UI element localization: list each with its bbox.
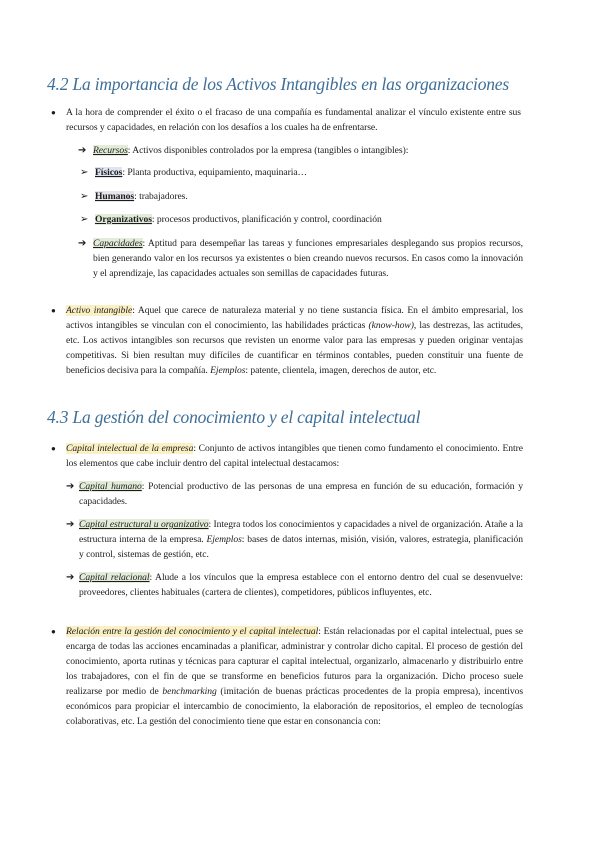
arrow-icon: ➔ [66, 481, 75, 492]
capacidades-item: Capacidades: Aptitud para desempeñar las tareas y funciones empresariales desplegando sus propios recursos, bien generando valor en los recursos ya existentes o bien creando nuevos recursos. En casos como la innovación y el aprendizaje, las capacidades actuales son semillas de capacidades futuras. [93, 238, 523, 279]
capital-estructural-term: Capital estructural u organizativo [79, 519, 209, 530]
chevron-right-icon: ➢ [80, 191, 89, 202]
arrow-icon: ➔ [66, 519, 75, 530]
relacion-paragraph: Relación entre la gestión del conocimiento y el capital intelectual: Están relacionadas por el capital intelectual, pues se encarga de todas las acciones encaminadas a planificar, administrar y controlar dicho capital. El proceso de gestión del conocimiento, aporta rutinas y técnicas para capturar el capital intelectual, organizarlo, almacenarlo y distribuirlo entre los trabajadores, con el fin de que se transforme en beneficios futuros para la organización. Dicho proceso suele realizarse por medio de benchmarking (imitación de buenas prácticas procedentes de la propia empresa), incentivos económicos para propiciar el intercambio de conocimiento, la elaboración de repositorios, el empleo de tecnologías colaborativas, etc. La gestión del conocimiento tiene que estar en consonancia con: [66, 626, 523, 727]
bullet-dot: ● [51, 306, 56, 315]
capital-relacional-term: Capital relacional [79, 572, 150, 583]
activo-intangible-paragraph: Activo intangible: Aquel que carece de naturaleza material y no tiene sustancia física. En el ámbito empresarial, los activos intangibles se vinculan con el conocimiento, las habilidades prácticas (know-how), las destrezas, las actitudes, etc. Los activos intangibles son recursos que revisten un enorme valor para las empresas y pueden originar ventajas competitivas. Si bien resultan muy difíciles de cuantificar en términos contables, pueden constituir una fuente de beneficios decisiva para la compañía. Ejemplos: patente, clientela, imagen, derechos de autor, etc. [66, 305, 523, 376]
recursos-term: Recursos [93, 145, 128, 156]
capital-relacional-item: Capital relacional: Alude a los vínculos que la empresa establece con el entorno dentro del cual se desenvuelve: proveedores, clientes habituales (cartera de clientes), competidores, públicos influyentes, etc. [79, 572, 523, 598]
paragraph-analysis: A la hora de comprender el éxito o el fracaso de una compañía es fundamental analizar el vínculo existente entre sus recursos y capacidades, en relación con los desafíos a los cuales ha de enfrentarse. [66, 107, 521, 133]
section-title-4-3: 4.3 La gestión del conocimiento y el capital intelectual [47, 407, 421, 427]
capital-intelectual-paragraph: Capital intelectual de la empresa: Conjunto de activos intangibles que tienen como fundamento el conocimiento. Entre los elementos que cabe incluir dentro del capital intelectual destacamos: [66, 443, 523, 469]
arrow-icon: ➔ [78, 238, 87, 249]
arrow-icon: ➔ [78, 145, 87, 156]
bullet-dot: ● [51, 444, 56, 453]
capital-estructural-item: Capital estructural u organizativo: Integra todos los conocimientos y capacidades a nivel de organización. Atañe a la estructura interna de la empresa. Ejemplos: bases de datos internas, misión, visión, valores, estrategia, planificación y control, sistemas de gestión, etc. [79, 519, 524, 560]
bullet-dot: ● [51, 627, 56, 636]
capacidades-term: Capacidades [93, 238, 143, 249]
recursos-item: Recursos: Activos disponibles controlados por la empresa (tangibles o intangibles): [93, 145, 409, 156]
relacion-term: Relación entre la gestión del conocimiento y el capital intelectual [66, 626, 319, 637]
chevron-right-icon: ➢ [80, 167, 89, 178]
capital-intelectual-term: Capital intelectual de la empresa [66, 443, 194, 454]
activo-intangible-term: Activo intangible [66, 305, 133, 316]
arrow-icon: ➔ [66, 572, 75, 583]
recursos-organizativos: Organizativos: procesos productivos, planificación y control, coordinación [95, 214, 382, 225]
recursos-fisicos: Físicos: Planta productiva, equipamiento, maquinaria… [95, 167, 308, 178]
capital-humano-item: Capital humano: Potencial productivo de las personas de una empresa en función de su educación, formación y capacidades. [79, 481, 523, 507]
section-title-4-2: 4.2 La importancia de los Activos Intangibles en las organizaciones [47, 74, 509, 94]
recursos-humanos: Humanos: trabajadores. [95, 191, 188, 202]
chevron-right-icon: ➢ [80, 214, 89, 225]
bullet-dot: ● [51, 108, 56, 117]
capital-humano-term: Capital humano [79, 481, 142, 492]
